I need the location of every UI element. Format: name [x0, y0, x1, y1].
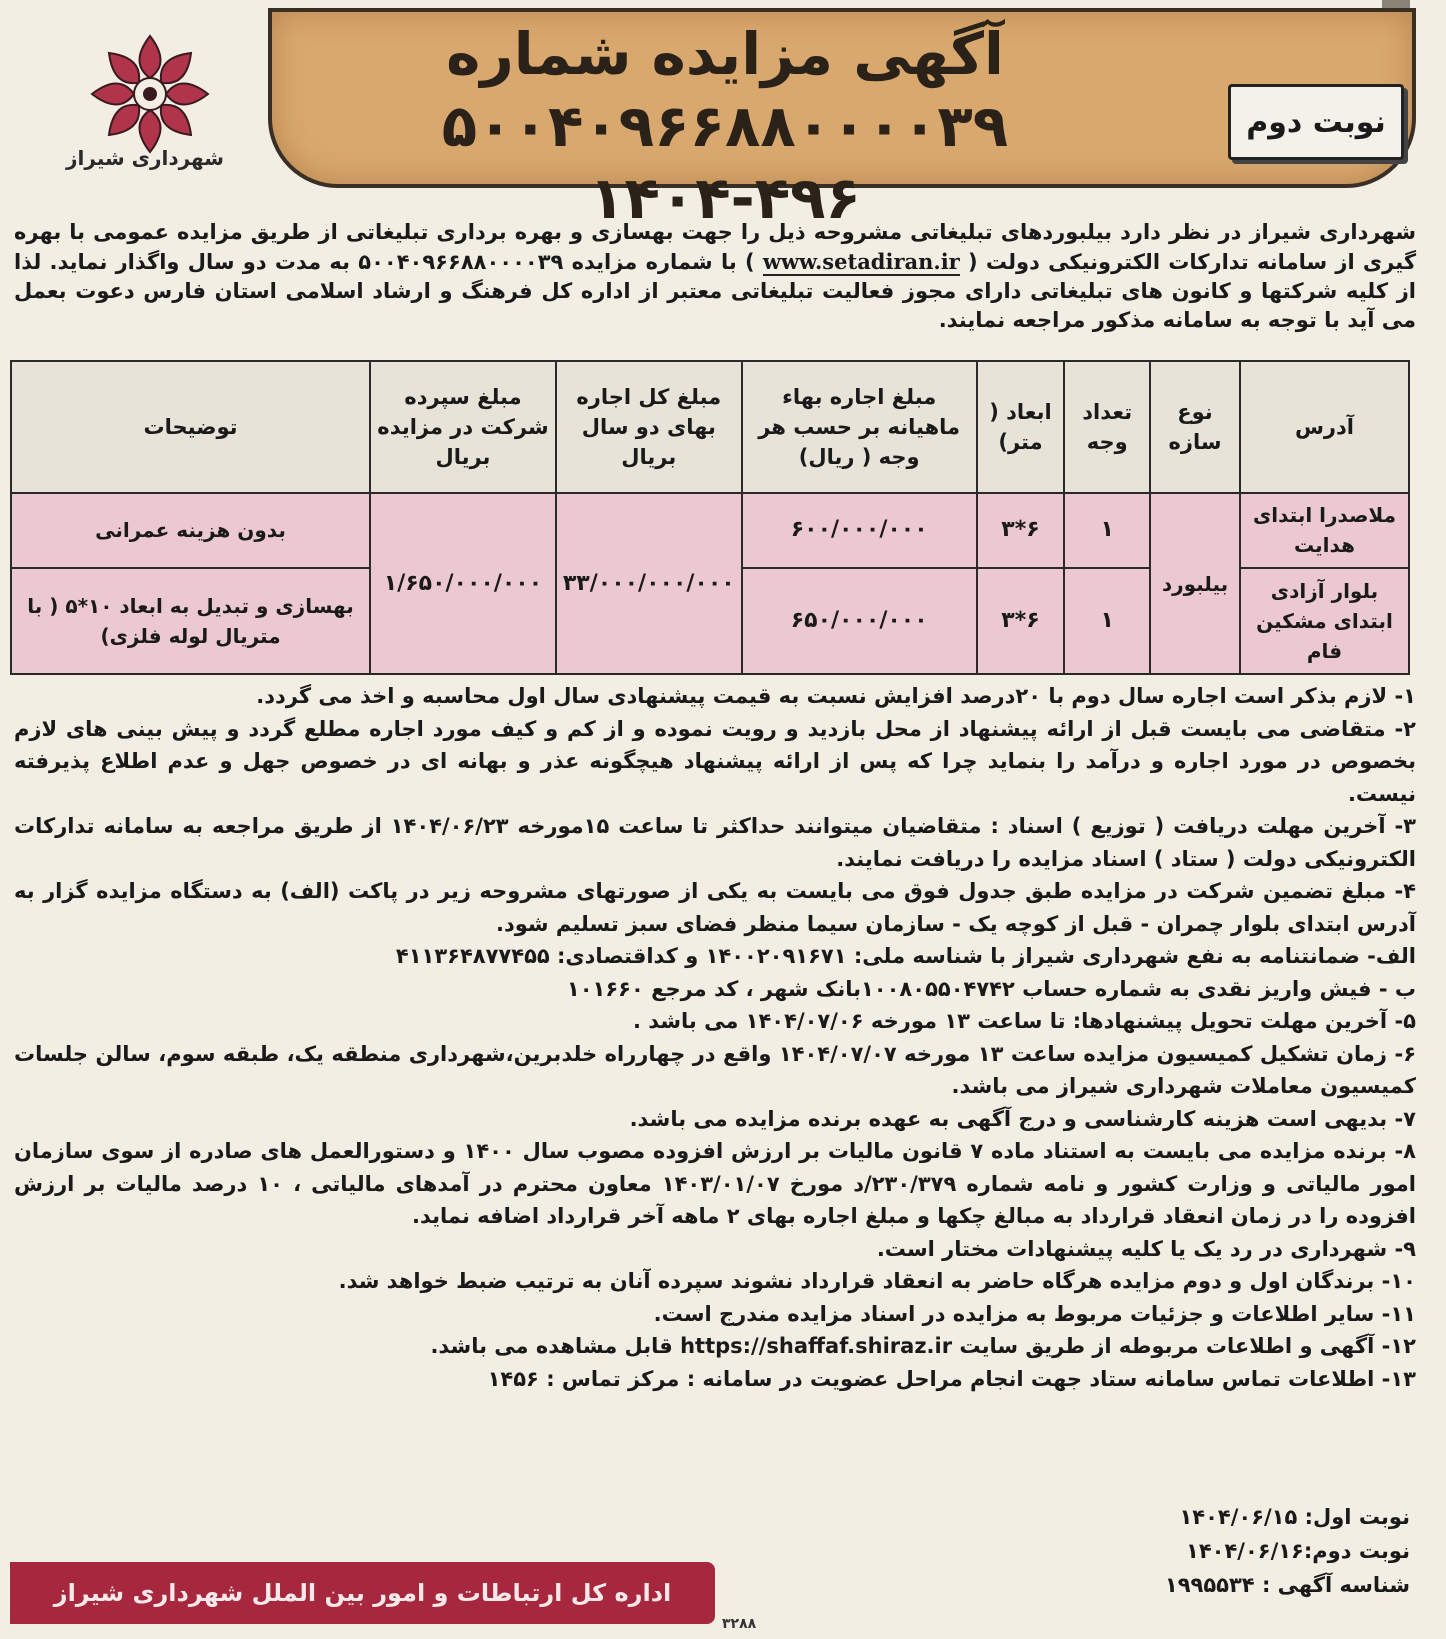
cell-deposit: ۱/۶۵۰/۰۰۰/۰۰۰	[370, 493, 556, 674]
table-row	[11, 493, 1409, 568]
intro-text-1: شهرداری شیراز در نظر دارد بیلبوردهای تبلیغاتی مشروحه ذیل را جهت بهسازی و بهره برداری تبلیغاتی از طریق مزایده عمومی با بهره گیری از سامانه تدارکات الکترونیکی دولت (	[14, 220, 1417, 274]
term-item: ۴- مبلغ تضمین شرکت در مزایده طبق جدول فوق می بایست به یکی از صورتهای مشروحه زیر در پاکت (الف) به دستگاه مزایده گزار به آدرس ابتدای بلوار چمران - قبل از کوچه یک - سازمان سیما منظر فضای سبز تسلیم شود.	[14, 879, 1416, 936]
term-item: ۱۳- اطلاعات تماس سامانه ستاد جهت انجام مراحل عضویت در سامانه : مرکز تماس : ۱۴۵۶	[487, 1366, 1416, 1391]
cell-notes: بدون هزینه عمرانی	[11, 493, 370, 568]
cell-monthly-rent: ۶۵۰/۰۰۰/۰۰۰	[742, 568, 977, 674]
terms-list	[14, 680, 1416, 1395]
cell-address: ملاصدرا ابتدای هدایت	[1240, 493, 1409, 568]
cell-structure-type: بیلبورد	[1150, 493, 1240, 674]
header-address: آدرس	[1240, 361, 1409, 493]
cell-faces: ۱	[1064, 493, 1150, 568]
header-structure-type: نوع سازه	[1150, 361, 1240, 493]
header-faces: تعداد وجه	[1064, 361, 1150, 493]
second-round-date: نوبت دوم:۱۴۰۴/۰۶/۱۶	[1186, 1539, 1410, 1563]
first-round-date: نوبت اول: ۱۴۰۴/۰۶/۱۵	[1179, 1505, 1410, 1529]
print-code: ۳۲۸۸	[722, 1616, 757, 1632]
cell-total-rent: ۳۳/۰۰۰/۰۰۰/۰۰۰	[556, 493, 742, 674]
logo-caption: شهرداری شیراز	[66, 146, 224, 170]
header-monthly-rent: مبلغ اجاره بهاء ماهیانه بر حسب هر وجه ( ریال)	[742, 361, 977, 493]
header-deposit: مبلغ سپرده شرکت در مزایده بریال	[370, 361, 556, 493]
term-item: الف- ضمانتنامه به نفع شهرداری شیراز با شناسه ملی: ۱۴۰۰۲۰۹۱۶۷۱ و کداقتصادی: ۴۱۱۳۶۴۸۷۷۴۵۵	[395, 944, 1416, 968]
cell-dimensions: ۶*۳	[977, 568, 1065, 674]
intro-paragraph	[14, 218, 1416, 335]
term-item: ۱۱- سایر اطلاعات و جزئیات مربوط به مزایده در اسناد مزایده مندرج است.	[653, 1301, 1416, 1326]
term-item: ۸- برنده مزایده می بایست به استناد ماده ۷ قانون مالیات بر ارزش افزوده مصوب سال ۱۴۰۰ و دستورالعمل های صادره از سوی سازمان امور مالیاتی و وزارت کشور و نامه شماره ۲۳۰/۳۷۹/د مورخ ۱۴۰۳/۰۱/۰۷ معاون محترم در آمدهای مالیاتی ، ۱۰ درصد مالیات بر ارزش افزوده را در زمان انعقاد قرارداد به مبالغ چکها و مبلغ اجاره بهای ۲ ماهه آخر قرارداد اضافه نماید.	[14, 1139, 1416, 1228]
term-item: ۷- بدیهی است هزینه کارشناسی و درج آگهی به عهده برنده مزایده می باشد.	[629, 1106, 1416, 1131]
department-footer-bar: اداره کل ارتباطات و امور بین الملل شهرداری شیراز	[10, 1562, 715, 1624]
term-item: ۶- زمان تشکیل کمیسیون مزایده ساعت ۱۳ مورخه ۱۴۰۴/۰۷/۰۷ واقع در چهارراه خلدبرین،شهرداری منطقه یک، طبقه سوم، سالن جلسات کمیسیون معاملات شهرداری شیراز می باشد.	[14, 1041, 1417, 1098]
term-item: ۲- متقاضی می بایست قبل از ارائه پیشنهاد از محل بازدید و رویت نموده و از کم و کیف مورد اجاره مطلع گردد و پیش بینی های لازم بخصوص در مورد اجاره و درآمد را بنماید چرا که پس از ارائه پیشنهاد هیچگونه عذر و بهانه ای در خصوص جهل و عدم اطلاع پذیرفته نیست.	[14, 716, 1416, 806]
cell-faces: ۱	[1064, 568, 1150, 674]
cell-monthly-rent: ۶۰۰/۰۰۰/۰۰۰	[742, 493, 977, 568]
cell-notes: بهسازی و تبدیل به ابعاد ۱۰*۵ ( با متریال لوله فلزی)	[11, 568, 370, 674]
term-item: ب - فیش واریز نقدی به شماره حساب ۱۰۰۸۰۵۵۰۴۷۴۲بانک شهر ، کد مرجع ۱۰۱۶۶۰	[566, 976, 1416, 1001]
term-item: ۱۰- برندگان اول و دوم مزایده هرگاه حاضر به انعقاد قرارداد نشوند سپرده آنان به ترتیب ضبط خواهد شد.	[338, 1269, 1416, 1293]
header-total-rent: مبلغ کل اجاره بهای دو سال بریال	[556, 361, 742, 493]
term-item: ۱۲- آگهی و اطلاعات مربوطه از طریق سایت https://shaffaf.shiraz.ir قابل مشاهده می باشد.	[430, 1334, 1416, 1358]
cell-address: بلوار آزادی ابتدای مشکین فام	[1240, 568, 1409, 674]
header-dimensions: ابعاد ( متر)	[977, 361, 1065, 493]
publication-info	[910, 1500, 1410, 1602]
term-item: ۹- شهرداری در رد یک یا کلیه پیشنهادات مختار است.	[876, 1236, 1416, 1261]
table-header-row	[11, 361, 1409, 493]
header-notes: توضیحات	[11, 361, 370, 493]
term-item: ۳- آخرین مهلت دریافت ( توزیع ) اسناد : متقاضیان میتوانند حداکثر تا ساعت ۱۵مورخه ۱۴۰۴/۰۶/۲۳ از طریق مراجعه به سامانه تدارکات الکترونیکی دولت ( ستاد ) اسناد مزایده را دریافت نمایند.	[14, 814, 1416, 871]
term-item: ۵- آخرین مهلت تحویل پیشنهادها: تا ساعت ۱۳ مورخه ۱۴۰۴/۰۷/۰۶ می باشد .	[632, 1009, 1416, 1033]
cell-dimensions: ۶*۳	[977, 493, 1065, 568]
setadiran-link[interactable]: www.setadiran.ir	[762, 249, 960, 274]
round-badge: نوبت دوم	[1228, 84, 1404, 160]
page-title	[290, 18, 1160, 234]
term-item: ۱- لازم بذکر است اجاره سال دوم با ۲۰درصد افزایش نسبت به قیمت پیشنهادی سال اول محاسبه و اخذ می گردد.	[256, 684, 1416, 708]
intro-text-2: ) با شماره مزایده ۵۰۰۴۰۹۶۶۸۸۰۰۰۰۳۹ به مدت دو سال واگذار نماید. لذا از کلیه شرکتها و کانون های تبلیغاتی دارای مجوز فعالیت تبلیغاتی معتبر از اداره کل فرهنگ و ارشاد اسلامی استان فارس دعوت بعمل می آید با توجه به سامانه مذکور مراجعه نمایند.	[14, 250, 1416, 332]
ad-id: شناسه آگهی : ۱۹۹۵۵۳۴	[1164, 1573, 1410, 1597]
title-line-1: آگهی مزایده شماره ۵۰۰۴۰۹۶۶۸۸۰۰۰۰۳۹	[441, 20, 1009, 160]
billboard-table	[10, 360, 1410, 675]
title-line-2: ۱۴۰۴-۴۹۶	[589, 164, 861, 232]
